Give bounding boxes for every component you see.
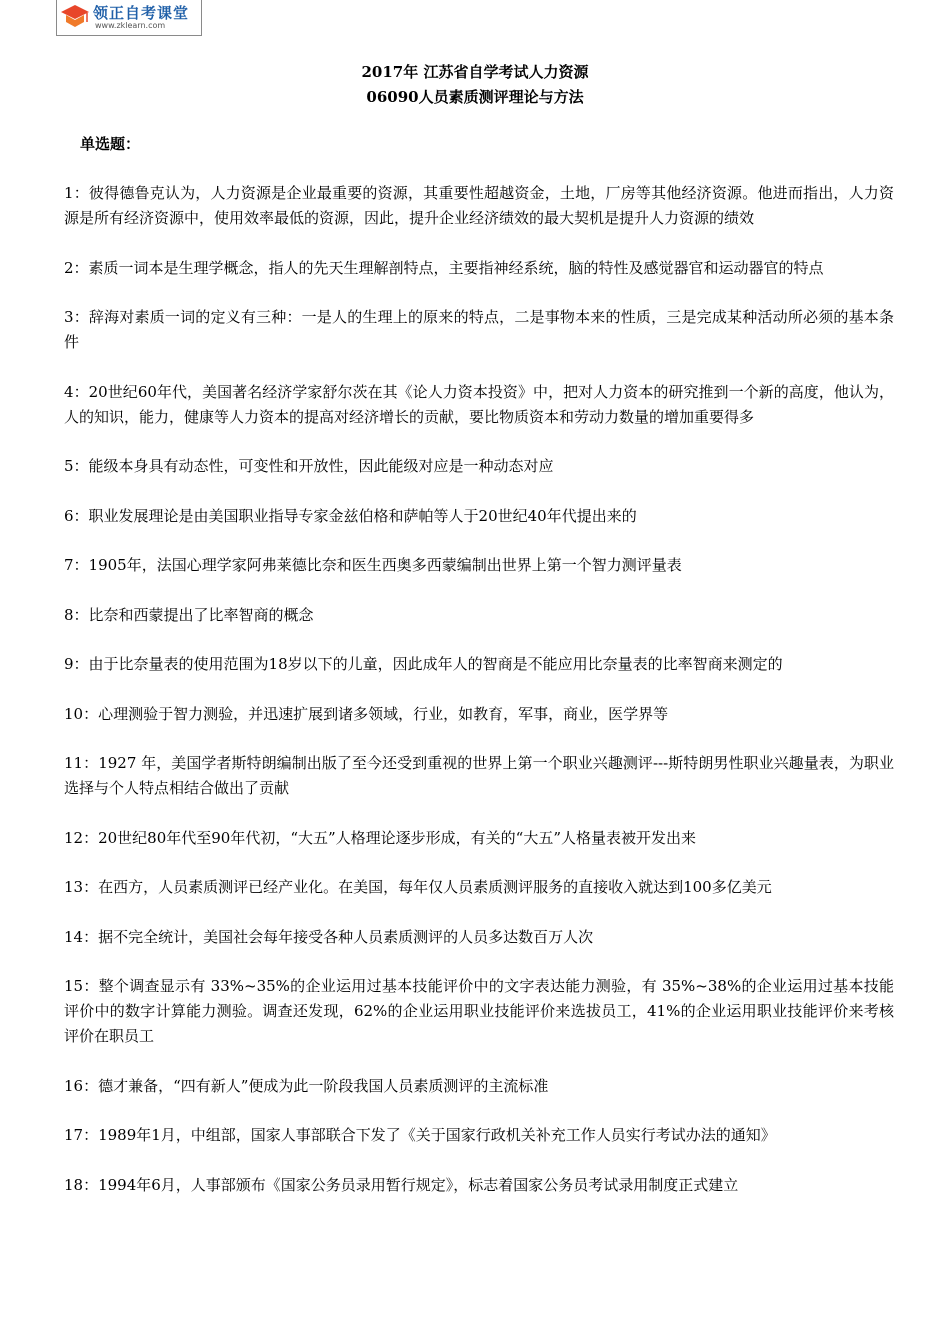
list-item: 4：20世纪60年代，美国著名经济学家舒尔茨在其《论人力资本投资》中，把对人力资本的研究推到一个新的高度，他认为，人的知识，能力，健康等人力资本的提高对经济增长的贡献，要比物质资本和劳动力数量的增加重要得多 — [64, 382, 894, 426]
list-item: 18：1994年6月，人事部颁布《国家公务员录用暂行规定》，标志着国家公务员考试录用制度正式建立 — [64, 1175, 739, 1194]
list-item: 9：由于比奈量表的使用范围为18岁以下的儿童，因此成年人的智商是不能应用比奈量表的比率智商来测定的 — [64, 655, 783, 673]
logo — [56, 0, 202, 36]
list-item: 15：整个调查显示有 33%~35%的企业运用过基本技能评价中的文字表达能力测验，有 35%~38%的企业运用过基本技能评价中的数字计算能力测验。调查还发现，62%的企业运用职业技能评价来选拔员工，41%的企业运用职业技能评价来考核评价在职员工 — [64, 977, 894, 1045]
list-item: 11：1927 年，美国学者斯特朗编制出版了至今还受到重视的世界上第一个职业兴趣测评---斯特朗男性职业兴趣量表，为职业选择与个人特点相结合做出了贡献 — [64, 754, 894, 797]
list-item: 16：德才兼备，“四有新人”便成为此一阶段我国人员素质测评的主流标准 — [64, 1076, 549, 1095]
list-item: 6：职业发展理论是由美国职业指导专家金兹伯格和萨帕等人于20世纪40年代提出来的 — [64, 506, 637, 525]
logo-url: www.zklearn.com — [95, 21, 166, 30]
list-item: 1：彼得德鲁克认为，人力资源是企业最重要的资源，其重要性超越资金，土地，厂房等其他经济资源。他进而指出，人力资源是所有经济资源中，使用效率最低的资源，因此，提升企业经济绩效的最大契机是提升人力资源的绩效 — [64, 184, 894, 227]
list-item: 12：20世纪80年代至90年代初，“大五”人格理论逐步形成，有关的“大五”人格量表被开发出来 — [64, 828, 697, 847]
list-item: 13：在西方，人员素质测评已经产业化。在美国，每年仅人员素质测评服务的直接收入就达到100多亿美元 — [64, 878, 772, 896]
list-item: 8：比奈和西蒙提出了比率智商的概念 — [64, 605, 314, 624]
list-item: 7：1905年，法国心理学家阿弗莱德比奈和医生西奥多西蒙编制出世界上第一个智力测评量表 — [64, 556, 682, 574]
list-item: 5：能级本身具有动态性，可变性和开放性，因此能级对应是一种动态对应 — [64, 457, 554, 475]
list-item: 2：素质一词本是生理学概念，指人的先天生理解剖特点，主要指神经系统，脑的特性及感觉器官和运动器官的特点 — [64, 258, 824, 277]
list-item: 10：心理测验于智力测验，并迅速扩展到诸多领域，行业，如教育，军事，商业，医学界等 — [64, 704, 669, 723]
list-item: 17：1989年1月，中组部，国家人事部联合下发了《关于国家行政机关补充工作人员实行考试办法的通知》 — [64, 1126, 776, 1144]
section-heading: 单选题： — [80, 135, 141, 153]
question-list — [64, 181, 894, 1222]
logo-graduation-cap-icon — [60, 2, 90, 32]
document-subtitle: 06090人员素质测评理论与方法 — [366, 88, 584, 106]
logo-name: 领正自考课堂 — [93, 4, 190, 22]
list-item: 3：辞海对素质一词的定义有三种：一是人的生理上的原来的特点，二是事物本来的性质，三是完成某种活动所必须的基本条件 — [64, 308, 894, 351]
document-title: 2017年 江苏省自学考试人力资源 — [361, 63, 589, 81]
list-item: 14：据不完全统计，美国社会每年接受各种人员素质测评的人员多达数百万人次 — [64, 927, 594, 946]
